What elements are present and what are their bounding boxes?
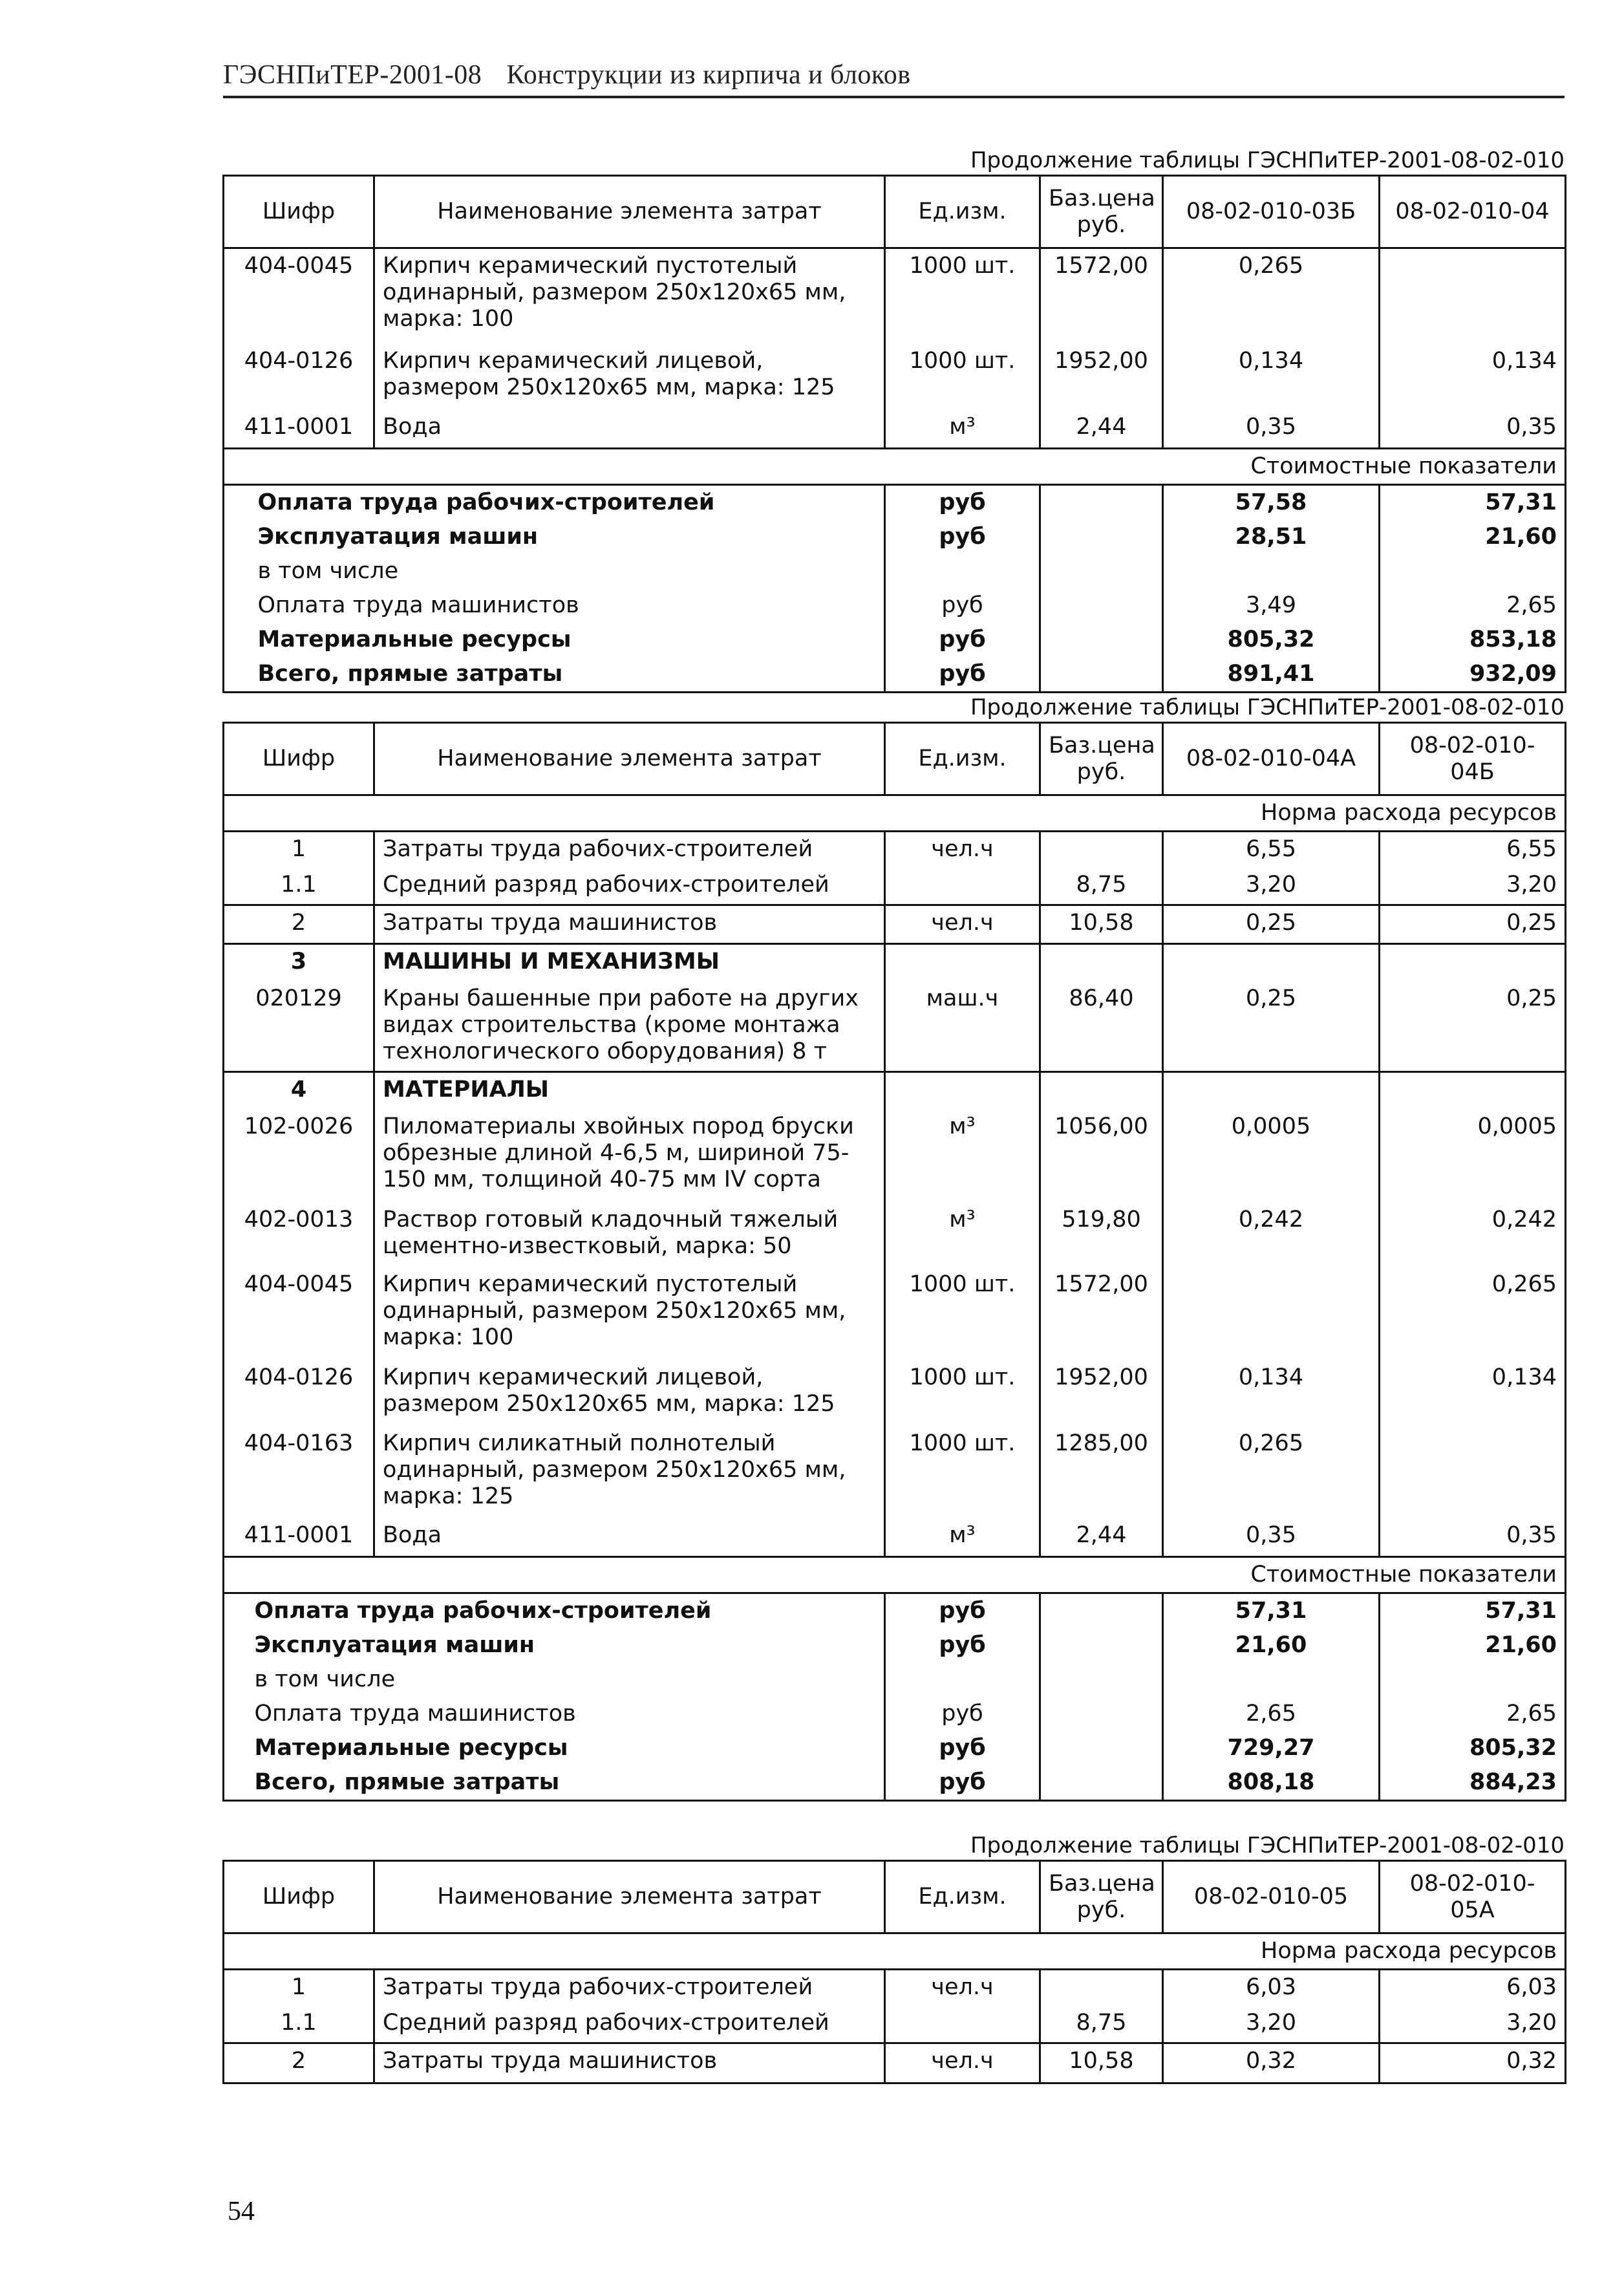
row-price: 8,75 [1040, 2006, 1163, 2043]
cost-value-a: 3,49 [1163, 588, 1380, 623]
table3-caption: Продолжение таблицы ГЭСНПиТЕР-2001-08-02-010 [970, 1833, 1565, 1858]
cost-unit: руб [885, 1697, 1040, 1731]
row-code: 1.1 [224, 868, 374, 905]
cost-row [224, 1765, 1566, 1801]
cost-value-b: 2,65 [1380, 1697, 1566, 1731]
row-value-b: 6,55 [1380, 832, 1566, 868]
row-value-b: 0,25 [1380, 982, 1566, 1072]
row-name: Затраты труда рабочих-строителей [374, 832, 885, 868]
cost-name: Материальные ресурсы [254, 1735, 568, 1761]
row-code: 411-0001 [224, 410, 374, 449]
cost-unit: руб [885, 588, 1040, 623]
cost-value-b: 21,60 [1380, 520, 1566, 554]
row-name: Вода [374, 410, 885, 449]
cost-value-b: 853,18 [1380, 623, 1566, 657]
row-value-a: 3,20 [1163, 868, 1380, 905]
col-name-header: Наименование элемента затрат [374, 176, 885, 248]
row-name: Раствор готовый кладочный тяжелый цементно-известковый, марка: 50 [374, 1203, 885, 1267]
row-unit: чел.ч [885, 832, 1040, 868]
row-name: Краны башенные при работе на других видах строительства (кроме монтажа технологического оборудования) 8 т [374, 982, 885, 1072]
cost-value-a: 891,41 [1163, 657, 1380, 693]
costs-label: Стоимостные показатели [224, 1557, 1566, 1593]
row-price [1040, 1970, 1163, 2006]
table-row [224, 982, 1566, 1072]
row-name: Затраты труда машинистов [374, 2043, 885, 2083]
row-value-a: 6,03 [1163, 1970, 1380, 2006]
table-row [224, 868, 1566, 905]
row-name: Кирпич керамический лицевой, размером 250х120х65 мм, марка: 125 [374, 1361, 885, 1426]
cost-name: Оплата труда машинистов [254, 1701, 576, 1727]
cost-name: Эксплуатация машин [254, 1632, 535, 1658]
row-price: 1952,00 [1040, 1361, 1163, 1426]
cost-value-b: 57,31 [1380, 485, 1566, 521]
cost-name: в том числе [254, 1666, 396, 1692]
row-unit: 1000 шт. [885, 1361, 1040, 1426]
row-code: 1 [224, 1970, 374, 2006]
section-label-row [224, 1557, 1566, 1593]
cost-unit: руб [885, 657, 1040, 693]
row-value-b [1380, 248, 1566, 344]
row-name: Вода [374, 1518, 885, 1557]
page-number: 54 [228, 2197, 255, 2226]
table-row [224, 1267, 1566, 1361]
row-value-a: 3,20 [1163, 2006, 1380, 2043]
table-row [224, 1072, 1566, 1110]
row-code: 2 [224, 905, 374, 944]
row-unit [885, 868, 1040, 905]
cost-value-a: 2,65 [1163, 1697, 1380, 1731]
row-name: Кирпич керамический лицевой, размером 250х120х65 мм, марка: 125 [374, 344, 885, 410]
row-name: Кирпич керамический пустотелый одинарный, размером 250х120х65 мм, марка: 100 [374, 248, 885, 344]
row-price: 2,44 [1040, 1518, 1163, 1557]
row-value-a: 0,35 [1163, 1518, 1380, 1557]
col-name-header: Наименование элемента затрат [374, 1861, 885, 1933]
row-code: 404-0045 [224, 1267, 374, 1361]
col-price-header: Баз.цена руб. [1040, 1861, 1163, 1933]
table3 [222, 1860, 1566, 2084]
table-row [224, 1361, 1566, 1426]
row-price: 1572,00 [1040, 248, 1163, 344]
row-code: 020129 [224, 982, 374, 1072]
row-unit: м³ [885, 1518, 1040, 1557]
cost-unit: руб [885, 485, 1040, 521]
col-code-header: Шифр [224, 1861, 374, 1933]
col-name-header: Наименование элемента затрат [374, 723, 885, 795]
row-value-b: 0,32 [1380, 2043, 1566, 2083]
col-unit-header: Ед.изм. [885, 1861, 1040, 1933]
table1-caption: Продолжение таблицы ГЭСНПиТЕР-2001-08-02-010 [970, 147, 1565, 173]
cost-value-b: 57,31 [1380, 1593, 1566, 1629]
row-name: Затраты труда рабочих-строителей [374, 1970, 885, 2006]
row-value-a: 6,55 [1163, 832, 1380, 868]
cost-row [224, 1697, 1566, 1731]
row-price: 1572,00 [1040, 1267, 1163, 1361]
row-price: 2,44 [1040, 410, 1163, 449]
table-row [224, 1970, 1566, 2006]
row-value-b: 0,265 [1380, 1267, 1566, 1361]
table-row [224, 1426, 1566, 1518]
row-price: 10,58 [1040, 905, 1163, 944]
row-unit: м³ [885, 1203, 1040, 1267]
row-price: 519,80 [1040, 1203, 1163, 1267]
row-unit: м³ [885, 410, 1040, 449]
cost-value-a: 808,18 [1163, 1765, 1380, 1801]
cost-name: в том числе [257, 558, 399, 584]
cost-row [224, 1628, 1566, 1663]
costs-label: Стоимостные показатели [224, 449, 1566, 485]
col-unit-header: Ед.изм. [885, 723, 1040, 795]
cost-value-b: 21,60 [1380, 1628, 1566, 1663]
row-value-b: 0,134 [1380, 1361, 1566, 1426]
row-unit: 1000 шт. [885, 248, 1040, 344]
running-header [223, 59, 911, 91]
table2-caption: Продолжение таблицы ГЭСНПиТЕР-2001-08-02-010 [970, 694, 1565, 720]
row-unit: 1000 шт. [885, 344, 1040, 410]
cost-unit: руб [885, 1628, 1040, 1663]
row-value-a: 0,134 [1163, 344, 1380, 410]
row-unit: 1000 шт. [885, 1267, 1040, 1361]
cost-unit: руб [885, 520, 1040, 554]
table-row [224, 248, 1566, 344]
row-code: 411-0001 [224, 1518, 374, 1557]
col-code-header: Шифр [224, 723, 374, 795]
section-heading: МАТЕРИАЛЫ [374, 1072, 885, 1110]
cost-name: Всего, прямые затраты [258, 657, 769, 693]
row-value-b: 3,20 [1380, 868, 1566, 905]
section-heading: МАШИНЫ И МЕХАНИЗМЫ [374, 944, 885, 982]
row-value-b: 0,0005 [1380, 1110, 1566, 1203]
cost-row [224, 623, 1566, 657]
table-row [224, 1518, 1566, 1557]
col-price-header: Баз.цена руб. [1040, 723, 1163, 795]
cost-unit: руб [885, 623, 1040, 657]
table1-header-row [224, 176, 1566, 248]
section-label-row [224, 795, 1566, 832]
table-row [224, 1110, 1566, 1203]
row-code: 404-0126 [224, 344, 374, 410]
table-row [224, 2043, 1566, 2083]
cost-row [224, 1593, 1566, 1629]
cost-value-b: 884,23 [1380, 1765, 1566, 1801]
cost-unit: руб [885, 1593, 1040, 1629]
norms-label: Норма расхода ресурсов [224, 795, 1566, 832]
row-price: 8,75 [1040, 868, 1163, 905]
row-value-a: 0,134 [1163, 1361, 1380, 1426]
row-unit: чел.ч [885, 905, 1040, 944]
row-value-b: 0,35 [1380, 410, 1566, 449]
section-label-row [224, 449, 1566, 485]
norms-label: Норма расхода ресурсов [224, 1933, 1566, 1970]
cost-value-b: 805,32 [1380, 1731, 1566, 1765]
header-code: ГЭСНПиТЕР-2001-08 [223, 60, 482, 90]
row-price: 1952,00 [1040, 344, 1163, 410]
cost-row [224, 485, 1566, 521]
row-value-a: 0,25 [1163, 982, 1380, 1072]
cost-value-a: 57,31 [1163, 1593, 1380, 1629]
row-value-a: 0,32 [1163, 2043, 1380, 2083]
row-code: 102-0026 [224, 1110, 374, 1203]
cost-unit: руб [885, 1731, 1040, 1765]
row-value-a: 0,0005 [1163, 1110, 1380, 1203]
table-row [224, 2006, 1566, 2043]
row-name: Средний разряд рабочих-строителей [374, 868, 885, 905]
row-price: 86,40 [1040, 982, 1163, 1072]
col-b-header: 08-02-010-04Б [1380, 723, 1566, 795]
row-name: Пиломатериалы хвойных пород бруски обрезные длиной 4-6,5 м, шириной 75-150 мм, толщиной 40-75 мм IV сорта [374, 1110, 885, 1203]
cost-value-a: 729,27 [1163, 1731, 1380, 1765]
cost-name: Оплата труда машинистов [257, 592, 579, 618]
cost-name: Эксплуатация машин [257, 524, 539, 550]
col-a-header: 08-02-010-04А [1163, 723, 1380, 795]
col-b-header: 08-02-010-04 [1380, 176, 1566, 248]
table1 [222, 175, 1566, 693]
cost-value-b: 2,65 [1380, 588, 1566, 623]
col-code-header: Шифр [224, 176, 374, 248]
cost-value-a: 805,32 [1163, 623, 1380, 657]
table-row [224, 905, 1566, 944]
row-unit: м³ [885, 1110, 1040, 1203]
row-price: 10,58 [1040, 2043, 1163, 2083]
cost-row [224, 1731, 1566, 1765]
row-value-a: 0,25 [1163, 905, 1380, 944]
row-price: 1285,00 [1040, 1426, 1163, 1518]
cost-name: Оплата труда рабочих-строителей [254, 1598, 712, 1624]
col-unit-header: Ед.изм. [885, 176, 1040, 248]
table2 [222, 722, 1566, 1802]
row-code: 4 [224, 1072, 374, 1110]
row-value-b [1380, 1426, 1566, 1518]
row-value-b: 0,134 [1380, 344, 1566, 410]
row-value-b: 0,242 [1380, 1203, 1566, 1267]
cost-value-a: 28,51 [1163, 520, 1380, 554]
cost-row [224, 657, 1566, 693]
cost-row [224, 588, 1566, 623]
col-price-header: Баз.цена руб. [1040, 176, 1163, 248]
row-value-b: 0,35 [1380, 1518, 1566, 1557]
table3-header-row [224, 1861, 1566, 1933]
cost-value-a: 21,60 [1163, 1628, 1380, 1663]
row-unit: чел.ч [885, 2043, 1040, 2083]
row-value-a [1163, 1267, 1380, 1361]
col-a-header: 08-02-010-05 [1163, 1861, 1380, 1933]
row-name: Средний разряд рабочих-строителей [374, 2006, 885, 2043]
cost-unit: руб [885, 1765, 1040, 1801]
row-code: 2 [224, 2043, 374, 2083]
table-row [224, 1203, 1566, 1267]
table2-header-row [224, 723, 1566, 795]
section-label-row [224, 1933, 1566, 1970]
row-value-a: 0,265 [1163, 1426, 1380, 1518]
header-title: Конструкции из кирпича и блоков [506, 60, 911, 90]
row-code: 404-0163 [224, 1426, 374, 1518]
row-code: 1.1 [224, 2006, 374, 2043]
row-value-b: 3,20 [1380, 2006, 1566, 2043]
cost-value-a: 57,58 [1163, 485, 1380, 521]
cost-name: Всего, прямые затраты [255, 1765, 765, 1801]
row-name: Затраты труда машинистов [374, 905, 885, 944]
col-b-header: 08-02-010-05А [1380, 1861, 1566, 1933]
row-price [1040, 832, 1163, 868]
col-a-header: 08-02-010-03Б [1163, 176, 1380, 248]
row-unit: маш.ч [885, 982, 1040, 1072]
row-code: 402-0013 [224, 1203, 374, 1267]
row-price: 1056,00 [1040, 1110, 1163, 1203]
cost-row [224, 1663, 1566, 1697]
cost-row [224, 554, 1566, 588]
row-unit: 1000 шт. [885, 1426, 1040, 1518]
cost-row [224, 520, 1566, 554]
table-row [224, 344, 1566, 410]
cost-name: Оплата труда рабочих-строителей [257, 490, 715, 515]
cost-value-b: 932,09 [1380, 657, 1566, 693]
header-rule [223, 96, 1565, 98]
table-row [224, 410, 1566, 449]
row-unit: чел.ч [885, 1970, 1040, 2006]
row-value-a: 0,242 [1163, 1203, 1380, 1267]
cost-name: Материальные ресурсы [257, 627, 572, 652]
row-unit [885, 2006, 1040, 2043]
row-value-b: 6,03 [1380, 1970, 1566, 2006]
row-code: 404-0045 [224, 248, 374, 344]
row-value-b: 0,25 [1380, 905, 1566, 944]
table-row [224, 832, 1566, 868]
row-name: Кирпич керамический пустотелый одинарный, размером 250х120х65 мм, марка: 100 [374, 1267, 885, 1361]
row-code: 404-0126 [224, 1361, 374, 1426]
row-code: 1 [224, 832, 374, 868]
row-name: Кирпич силикатный полнотелый одинарный, размером 250х120х65 мм, марка: 125 [374, 1426, 885, 1518]
table-row [224, 944, 1566, 982]
row-code: 3 [224, 944, 374, 982]
row-value-a: 0,265 [1163, 248, 1380, 344]
row-value-a: 0,35 [1163, 410, 1380, 449]
